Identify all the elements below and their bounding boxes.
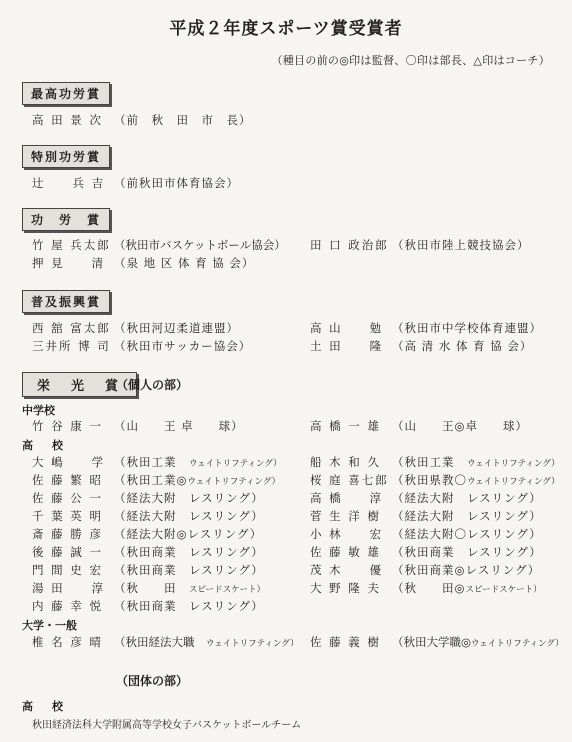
- section-heading-special: 特別功労賞: [22, 145, 110, 168]
- awardee-name: 西 舘 富太郎: [32, 321, 111, 335]
- awardee-affiliation: （秋田商業 レスリング）: [114, 545, 264, 559]
- awardee-affiliation: （泉 地 区 体 育 協 会）: [114, 256, 255, 270]
- awardee-event: スピードスケート）: [189, 585, 266, 595]
- page-title: 平成２年度スポーツ賞受賞者: [169, 19, 403, 39]
- section-heading-promotion: 普及振興賞: [22, 290, 110, 313]
- awardee-affiliation: （経法大附◎レスリング）: [114, 527, 263, 541]
- awardee-affiliation: （秋田工業: [114, 455, 189, 469]
- awardee-row: [32, 598, 264, 614]
- awardee-name: 土 田 隆: [310, 339, 384, 353]
- awardee-affiliation: （経法大附 レスリング）: [114, 509, 264, 523]
- awardee-row: [310, 634, 564, 650]
- awardee-name: 門 間 史 宏: [32, 563, 103, 577]
- awardee-affiliation: （秋田商業 レスリング）: [392, 545, 542, 559]
- awardee-row: [310, 544, 542, 560]
- awardee-row: [310, 580, 542, 596]
- awardee-row: [310, 237, 530, 253]
- section-heading-merit: 功 労 賞: [22, 208, 110, 231]
- awardee-affiliation: （秋田大学職◎: [392, 635, 472, 649]
- awardee-name: 佐 藤 公 一: [32, 491, 103, 505]
- awardee-affiliation: （秋田商業 レスリング）: [114, 563, 264, 577]
- awardee-row: [32, 237, 286, 253]
- awardee-row: [310, 454, 560, 470]
- awardee-row: [32, 255, 254, 271]
- awardee-row: [32, 175, 239, 191]
- group-label-high-school: 高 校: [22, 439, 67, 452]
- awardee-affiliation: （前秋田市体育協会）: [114, 176, 239, 190]
- awardee-affiliation: （高 清 水 体 育 協 会）: [392, 339, 533, 353]
- team-awardee: 秋田経済法科大学附属高等学校女子バスケットボールチーム: [32, 720, 302, 731]
- awardee-affiliation: （秋田市サッカー協会）: [114, 339, 252, 353]
- awardee-affiliation: （秋 田: [114, 581, 189, 595]
- awardee-row: [32, 472, 280, 488]
- awardee-name: 後 藤 誠 一: [32, 545, 103, 559]
- awardee-name: 千 葉 英 明: [32, 509, 103, 523]
- awardee-name: 田 口 政治郎: [310, 238, 389, 252]
- awardee-affiliation: （秋田県教〇: [392, 473, 467, 487]
- awardee-row: [310, 338, 532, 354]
- awardee-name: 斎 藤 勝 彦: [32, 527, 103, 541]
- team-division-label: （団体の部）: [116, 674, 189, 688]
- awardee-row: [32, 580, 265, 596]
- awardee-row: [32, 634, 299, 650]
- awardee-name: 船 木 和 久: [310, 455, 381, 469]
- awardee-name: 佐 藤 繁 昭: [32, 473, 103, 487]
- group-label-middle-school: 中学校: [22, 404, 55, 417]
- awardee-row: [310, 320, 542, 336]
- awardee-name: 佐 藤 義 樹: [310, 635, 381, 649]
- awardee-event: ウェイトリフティング）: [206, 639, 299, 649]
- section-heading-supreme: 最高功労賞: [22, 82, 110, 105]
- individual-division-label: （個人の部）: [116, 378, 189, 392]
- awardee-row: [32, 454, 282, 470]
- awardee-affiliation: （秋田商業 レスリング）: [114, 599, 264, 613]
- awardee-name: 大 嶋 学: [32, 455, 106, 469]
- group-label-team-high-school: 高 校: [22, 700, 67, 713]
- awardee-affiliation: （山 王◎卓 球）: [392, 419, 529, 433]
- awardee-event: ウェイトリフティング）: [189, 459, 282, 469]
- awardee-affiliation: （秋田経法大職: [114, 635, 206, 649]
- awardee-affiliation: （経法大附 レスリング）: [114, 491, 264, 505]
- awardee-affiliation: （秋田商業◎レスリング）: [392, 563, 541, 577]
- awardee-row: [32, 490, 264, 506]
- awardee-name: 小 林 宏: [310, 527, 384, 541]
- section-heading-glory: 栄 光 賞: [22, 372, 137, 397]
- awardee-row: [32, 338, 251, 354]
- awardee-row: [32, 508, 264, 524]
- awardee-event: ウェイトリフティング）: [471, 639, 564, 649]
- awardee-affiliation: （経法大附 レスリング）: [392, 509, 542, 523]
- awardee-event: ウェイトリフティング）: [467, 477, 560, 487]
- awardee-name: 菅 生 洋 樹: [310, 509, 381, 523]
- awardee-row: [32, 320, 239, 336]
- awardee-name: 高 橋 淳: [310, 491, 384, 505]
- awardee-affiliation: （秋田工業: [392, 455, 467, 469]
- awardee-row: [310, 562, 540, 578]
- awardee-affiliation: （秋田市中学校体育連盟）: [392, 321, 542, 335]
- awardee-row: [310, 508, 542, 524]
- awardee-affiliation: （秋田工業◎: [114, 473, 188, 487]
- awardee-affiliation: （秋 田◎: [392, 581, 466, 595]
- awardee-name: 三井所 博 司: [32, 339, 111, 353]
- awardee-affiliation: （山 王 卓 球）: [114, 419, 244, 433]
- awardee-name: 竹 屋 兵太郎: [32, 238, 111, 252]
- awardee-row: [310, 418, 528, 434]
- awardee-affiliation: （経法大附 レスリング）: [392, 491, 542, 505]
- awardee-name: 高 田 景 次: [32, 113, 103, 127]
- awardee-name: 大 野 隆 夫: [310, 581, 381, 595]
- awardee-event: スピードスケート）: [465, 585, 542, 595]
- awardee-name: 茂 木 優: [310, 563, 384, 577]
- awardee-name: 椎 名 彦 晴: [32, 635, 103, 649]
- awardee-row: [310, 490, 542, 506]
- awardee-name: 辻 兵 吉: [32, 176, 106, 190]
- awardee-row: [32, 418, 244, 434]
- awardee-affiliation: （前 秋 田 市 長）: [114, 113, 252, 127]
- legend-note: （種目の前の◎印は監督、〇印は部長、△印はコーチ）: [271, 54, 550, 67]
- awardee-row: [310, 526, 542, 542]
- awardee-event: ウェイトリフティング）: [467, 459, 560, 469]
- awardee-name: 押 見 清: [32, 256, 106, 270]
- awardee-row: [32, 526, 262, 542]
- awardee-row: [32, 562, 264, 578]
- awardee-row: [32, 112, 252, 128]
- awardee-affiliation: （経法大附〇レスリング）: [392, 527, 542, 541]
- awardee-row: [32, 544, 264, 560]
- awardee-affiliation: （秋田市陸上競技協会）: [392, 238, 530, 252]
- awardee-name: 竹 谷 康 一: [32, 419, 103, 433]
- awardee-name: 桜 庭 喜七郎: [310, 473, 389, 487]
- awardee-affiliation: （秋田市バスケットボール協会）: [114, 238, 286, 252]
- awardee-name: 高 橋 一 雄: [310, 419, 381, 433]
- awardee-affiliation: （秋田河辺柔道連盟）: [114, 321, 239, 335]
- awardee-name: 高 山 勉: [310, 321, 384, 335]
- awardee-name: 内 藤 幸 悦: [32, 599, 103, 613]
- awardee-row: [310, 472, 560, 488]
- awardee-name: 湯 田 淳: [32, 581, 106, 595]
- group-label-university: 大学・一般: [22, 619, 77, 632]
- awardee-event: ウェイトリフティング）: [187, 477, 281, 487]
- awardee-name: 佐 藤 敏 雄: [310, 545, 381, 559]
